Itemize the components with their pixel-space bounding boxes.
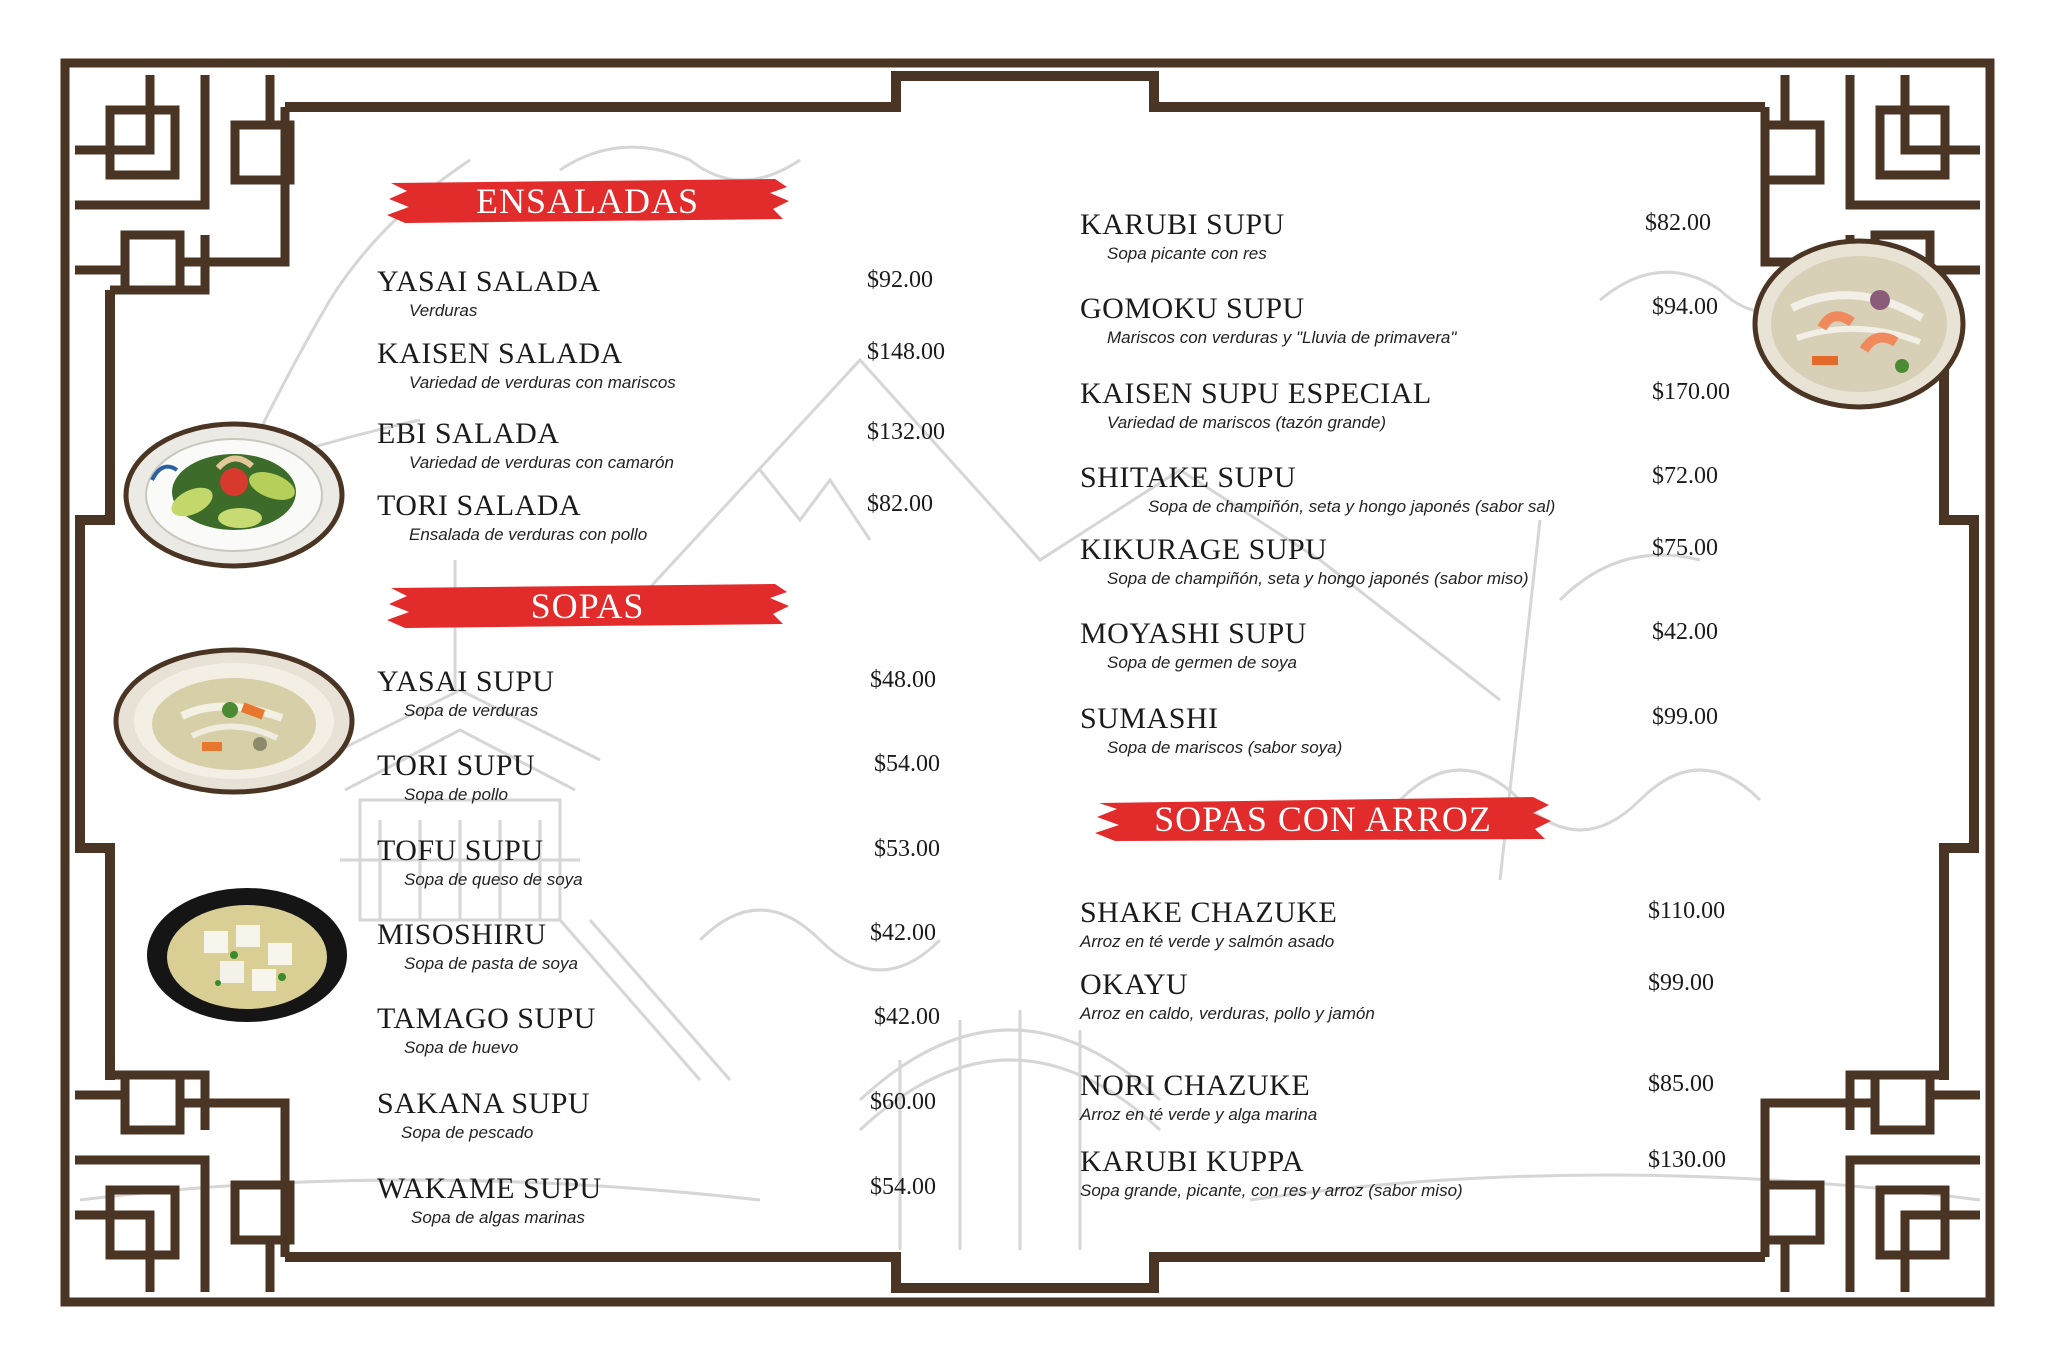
item-description: Sopa de mariscos (sabor soya): [1107, 738, 1343, 757]
item-description: Sopa de champiñón, seta y hongo japonés (sabor miso): [1107, 569, 1529, 588]
item-description: Variedad de mariscos (tazón grande): [1107, 413, 1387, 432]
item-description: Sopa de germen de soya: [1107, 653, 1297, 672]
item-price: $94.00: [1652, 294, 1718, 320]
item-name: NORI CHAZUKE: [1080, 1069, 1311, 1102]
item-name: TORI SUPU: [377, 749, 536, 782]
item-description: Arroz en caldo, verduras, pollo y jamón: [1080, 1004, 1375, 1023]
item-name: YASAI SALADA: [377, 265, 601, 298]
section-title-sopas-con-arroz: SOPAS CON ARROZ: [1154, 799, 1492, 839]
item-price: $132.00: [867, 419, 945, 445]
item-name: EBI SALADA: [377, 417, 560, 450]
item-price: $99.00: [1652, 704, 1718, 730]
item-price: $42.00: [1652, 619, 1718, 645]
item-price: $54.00: [870, 1174, 936, 1200]
item-description: Sopa grande, picante, con res y arroz (sabor miso): [1080, 1181, 1463, 1200]
item-name: TORI SALADA: [377, 489, 582, 522]
item-price: $170.00: [1652, 379, 1730, 405]
item-name: KARUBI KUPPA: [1080, 1145, 1305, 1178]
item-description: Sopa de pasta de soya: [404, 954, 578, 973]
item-description: Sopa de champiñón, seta y hongo japonés (sabor sal): [1148, 497, 1556, 516]
item-description: Sopa de verduras: [404, 701, 539, 720]
item-price: $72.00: [1652, 463, 1718, 489]
section-title-ensaladas: ENSALADAS: [475, 181, 699, 221]
item-price: $99.00: [1648, 970, 1714, 996]
item-name: YASAI SUPU: [377, 665, 555, 698]
seafood-soup-photo: [1752, 238, 1966, 410]
item-price: $110.00: [1648, 898, 1726, 924]
item-description: Sopa de queso de soya: [404, 870, 583, 889]
item-name: KAISEN SALADA: [377, 337, 623, 370]
salad-photo: [122, 420, 346, 570]
item-price: $60.00: [870, 1089, 936, 1115]
item-name: MISOSHIRU: [377, 918, 547, 951]
item-name: TAMAGO SUPU: [377, 1002, 596, 1035]
item-name: KIKURAGE SUPU: [1080, 533, 1328, 566]
item-description: Sopa picante con res: [1107, 244, 1267, 263]
item-name: KARUBI SUPU: [1080, 208, 1285, 241]
sopas-con-arroz-banner: [1093, 795, 1553, 843]
item-price: $130.00: [1648, 1147, 1726, 1173]
item-price: $53.00: [874, 836, 940, 862]
item-price: $75.00: [1652, 535, 1718, 561]
item-price: $54.00: [874, 751, 940, 777]
item-description: Verduras: [409, 301, 478, 320]
ensaladas-banner: [385, 177, 790, 225]
item-price: $82.00: [1645, 210, 1711, 236]
item-price: $85.00: [1648, 1071, 1714, 1097]
item-name: MOYASHI SUPU: [1080, 617, 1307, 650]
item-price: $82.00: [867, 491, 933, 517]
item-description: Variedad de verduras con camarón: [409, 453, 674, 472]
item-name: SUMASHI: [1080, 702, 1219, 735]
vegetable-soup-photo: [112, 646, 356, 796]
item-name: SAKANA SUPU: [377, 1087, 591, 1120]
item-description: Sopa de huevo: [404, 1038, 519, 1057]
item-name: WAKAME SUPU: [377, 1172, 602, 1205]
item-description: Mariscos con verduras y "Lluvia de primavera": [1107, 328, 1457, 347]
item-name: KAISEN SUPU ESPECIAL: [1080, 377, 1432, 410]
item-name: TOFU SUPU: [377, 834, 544, 867]
miso-soup-photo: [144, 885, 350, 1025]
item-name: OKAYU: [1080, 968, 1189, 1001]
item-name: SHAKE CHAZUKE: [1080, 896, 1338, 929]
item-description: Arroz en té verde y alga marina: [1080, 1105, 1318, 1124]
item-price: $92.00: [867, 267, 933, 293]
item-description: Sopa de pollo: [404, 785, 508, 804]
item-price: $48.00: [870, 667, 936, 693]
item-price: $42.00: [870, 920, 936, 946]
item-description: Sopa de algas marinas: [411, 1208, 585, 1227]
item-price: $42.00: [874, 1004, 940, 1030]
item-description: Variedad de verduras con mariscos: [409, 373, 676, 392]
item-description: Sopa de pescado: [401, 1123, 534, 1142]
item-price: $148.00: [867, 339, 945, 365]
item-description: Arroz en té verde y salmón asado: [1080, 932, 1335, 951]
item-name: GOMOKU SUPU: [1080, 292, 1305, 325]
section-title-sopas: SOPAS: [530, 586, 645, 626]
item-name: SHITAKE SUPU: [1080, 461, 1297, 494]
item-description: Ensalada de verduras con pollo: [409, 525, 648, 544]
sopas-banner: [385, 582, 790, 630]
